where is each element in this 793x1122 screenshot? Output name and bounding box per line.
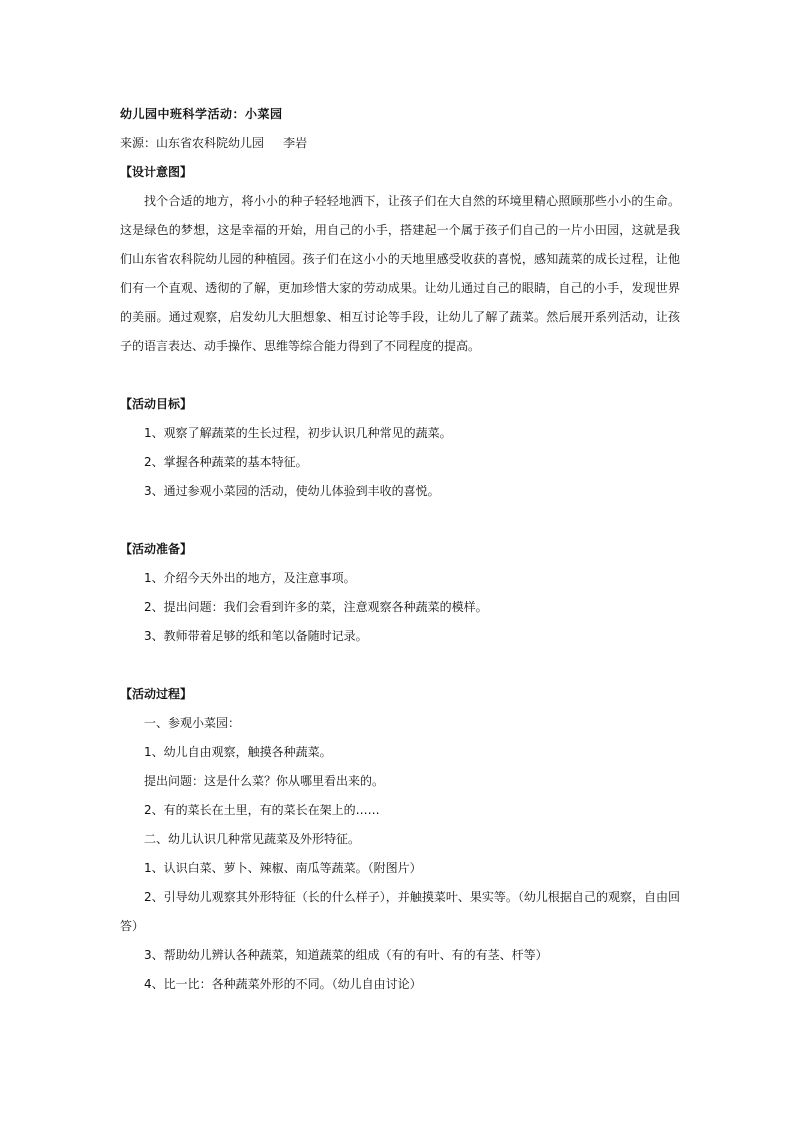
goals-item-2: 2、掌握各种蔬菜的基本特征。 (144, 455, 308, 469)
process-item-9: 4、比一比：各种蔬菜外形的不同。（幼儿自由讨论） (144, 977, 422, 991)
process-item-4: 2、有的菜长在土里，有的菜长在架上的…… (144, 803, 380, 817)
goals-heading: 【活动目标】 (120, 397, 193, 411)
process-item-5: 二、幼儿认识几种常见蔬菜及外形特征。 (144, 832, 361, 846)
spacer (120, 651, 680, 680)
document-source: 来源：山东省农科院幼儿园 李岩 (120, 136, 308, 150)
process-item-1: 一、参观小菜园： (144, 716, 241, 730)
process-item-8: 3、帮助幼儿辨认各种蔬菜，知道蔬菜的组成（有的有叶、有的有茎、杆等） (144, 948, 548, 962)
process-heading: 【活动过程】 (120, 687, 193, 701)
prep-item-3: 3、教师带着足够的纸和笔以备随时记录。 (144, 629, 368, 643)
prep-item-2: 2、提出问题：我们会看到许多的菜，注意观察各种蔬菜的模样。 (144, 600, 488, 614)
prep-item-1: 1、介绍今天外出的地方，及注意事项。 (144, 571, 356, 585)
design-heading: 【设计意图】 (120, 165, 193, 179)
goals-item-3: 3、通过参观小菜园的活动，使幼儿体验到丰收的喜悦。 (144, 484, 440, 498)
process-item-3: 提出问题：这是什么菜？你从哪里看出来的。 (144, 774, 385, 788)
process-item-7: 2、引导幼儿观察其外形特征（长的什么样子），并触摸菜叶、果实等。（幼儿根据自己的观察，自由回答） (120, 890, 680, 933)
prep-heading: 【活动准备】 (120, 542, 193, 556)
spacer (120, 361, 680, 390)
document-page (120, 100, 680, 999)
goals-item-1: 1、观察了解蔬菜的生长过程，初步认识几种常见的蔬菜。 (144, 426, 452, 440)
process-item-2: 1、幼儿自由观察，触摸各种蔬菜。 (144, 745, 332, 759)
design-paragraph: 找个合适的地方，将小小的种子轻轻地洒下，让孩子们在大自然的环境里精心照顾那些小小的生命。这是绿色的梦想，这是幸福的开始，用自己的小手，搭建起一个属于孩子们自己的一片小田园，这就是我们山东省农科院幼儿园的种植园。孩子们在这小小的天地里感受收获的喜悦，感知蔬菜的成长过程，让他们有一个直观、透彻的了解，更加珍惜大家的劳动成果。让幼儿通过自己的眼睛，自己的小手，发现世界的美丽。通过观察，启发幼儿大胆想象、相互讨论等手段，让幼儿了解了蔬菜。然后展开系列活动，让孩子的语言表达、动手操作、思维等综合能力得到了不同程度的提高。 (120, 194, 680, 353)
spacer (120, 506, 680, 535)
process-item-6: 1、认识白菜、萝卜、辣椒、南瓜等蔬菜。（附图片） (144, 861, 422, 875)
document-title: 幼儿园中班科学活动：小菜园 (120, 107, 283, 121)
